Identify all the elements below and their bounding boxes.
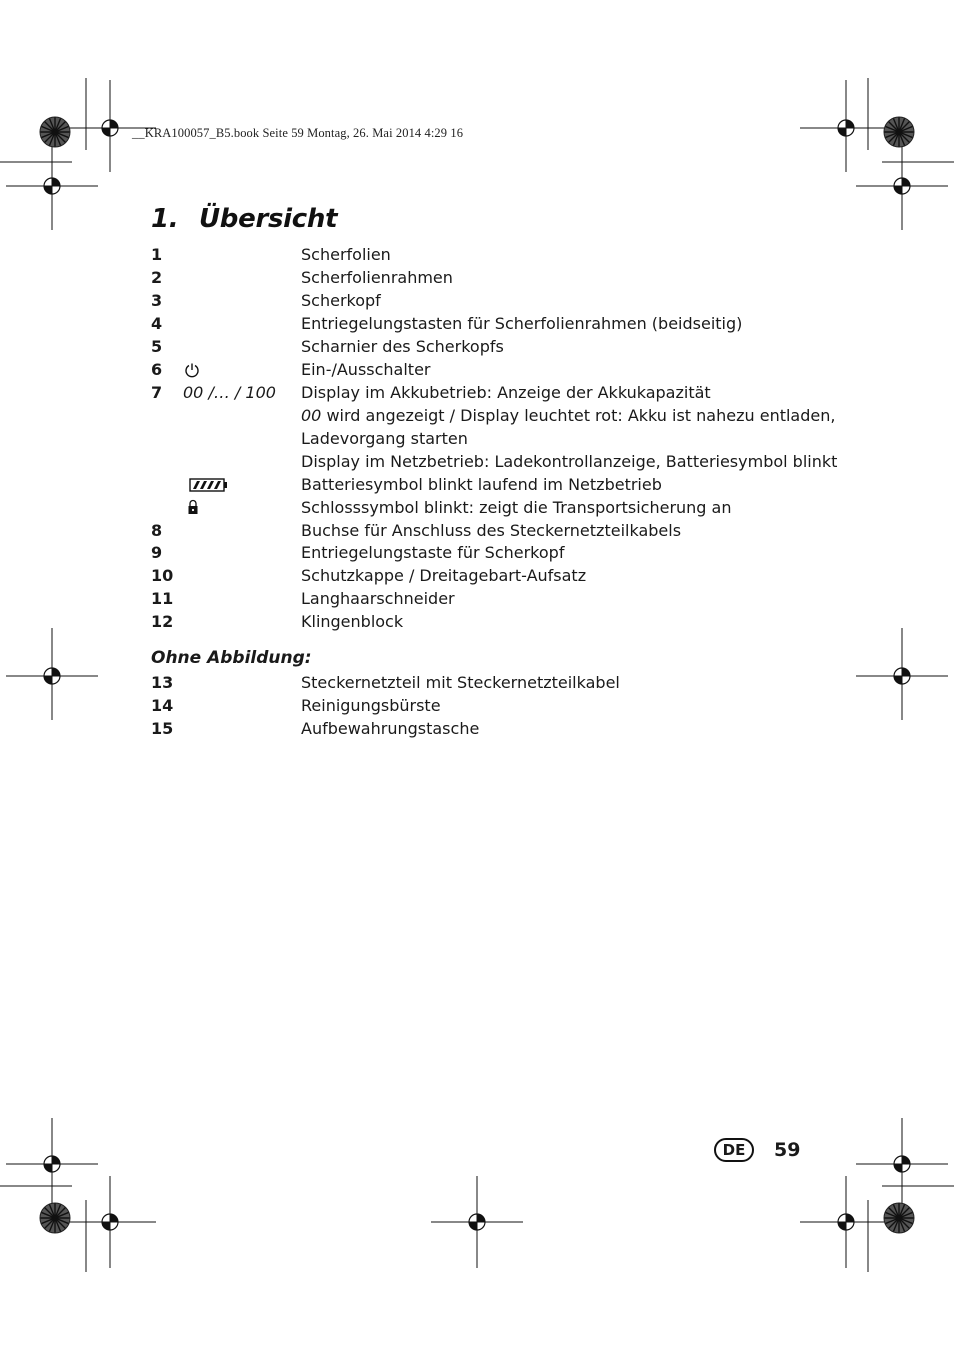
item-number: 4 [151, 314, 163, 333]
item-description: Scherfolienrahmen [301, 268, 453, 287]
list-item [151, 289, 851, 312]
item-description: Reinigungsbürste [301, 696, 441, 715]
list-item [151, 381, 851, 404]
list-item [151, 587, 851, 610]
item-number: 13 [151, 673, 174, 692]
item-description: Klingenblock [301, 612, 404, 631]
item-description: Entriegelungstaste für Scherkopf [301, 543, 565, 562]
item-description: Steckernetzteil mit Steckernetzteilkabel [301, 673, 620, 692]
list-item [151, 312, 851, 335]
list-item [151, 358, 851, 381]
list-item [151, 694, 851, 717]
detail-text: wird angezeigt / Display leuchtet rot: Akku ist nahezu entladen, [321, 406, 836, 425]
item-description: Display im Akkubetrieb: Anzeige der Akkukapazität [301, 383, 711, 402]
item-number: 5 [151, 337, 163, 356]
without-illustration-heading: Ohne Abbildung: [151, 648, 312, 668]
item7-detail-2 [151, 427, 851, 450]
title-text: Übersicht [199, 204, 338, 234]
detail-text: Schlosssymbol blinkt: zeigt die Transportsicherung an [301, 498, 732, 517]
item-description: Schutzkappe / Dreitagebart-Aufsatz [301, 566, 587, 585]
power-icon [184, 362, 200, 378]
list-item [151, 519, 851, 542]
list-item [151, 266, 851, 289]
item-number: 3 [151, 291, 163, 310]
item7-detail-1 [151, 404, 851, 427]
title-number: 1. [151, 204, 179, 234]
item-number: 14 [151, 696, 174, 715]
battery-detail [151, 473, 851, 496]
item-description: Entriegelungstasten für Scherfolienrahmen (beidseitig) [301, 314, 743, 333]
battery-icon [189, 478, 229, 492]
display-value-symbol: 00 /… / 100 [183, 383, 276, 402]
item-number: 2 [151, 268, 163, 287]
item-number: 15 [151, 719, 174, 738]
detail-text: Ladevorgang starten [301, 429, 468, 448]
detail-text: Batteriesymbol blinkt laufend im Netzbetrieb [301, 475, 662, 494]
list-item [151, 335, 851, 358]
item7-detail-3 [151, 450, 851, 473]
item-description: Scherfolien [301, 245, 391, 264]
detail-text: Display im Netzbetrieb: Ladekontrollanzeige, Batteriesymbol blinkt [301, 452, 838, 471]
item-description: Buchse für Anschluss des Steckernetzteilkabels [301, 521, 682, 540]
item-number: 11 [151, 589, 174, 608]
item-number: 9 [151, 543, 163, 562]
item-number: 6 [151, 360, 163, 379]
item-description: Langhaarschneider [301, 589, 455, 608]
list-item [151, 243, 851, 266]
list-item [151, 564, 851, 587]
page-title [151, 204, 337, 234]
language-badge: DE [714, 1138, 754, 1162]
item-description: Aufbewahrungstasche [301, 719, 480, 738]
item-description: Scharnier des Scherkopfs [301, 337, 504, 356]
lock-icon [187, 499, 199, 515]
list-item [151, 671, 851, 694]
lock-detail [151, 496, 851, 519]
item-description: Ein-/Ausschalter [301, 360, 431, 379]
item-number: 7 [151, 383, 163, 402]
item-number: 12 [151, 612, 174, 631]
display-zero-value: 00 [301, 406, 322, 425]
item-number: 1 [151, 245, 163, 264]
page-number: 59 [774, 1139, 801, 1161]
list-item [151, 717, 851, 740]
item-number: 8 [151, 521, 163, 540]
file-info-header: __KRA100057_B5.book Seite 59 Montag, 26. Mai 2014 4:29 16 [132, 126, 464, 140]
list-item [151, 610, 851, 633]
item-description: Scherkopf [301, 291, 381, 310]
list-item [151, 541, 851, 564]
item-number: 10 [151, 566, 174, 585]
